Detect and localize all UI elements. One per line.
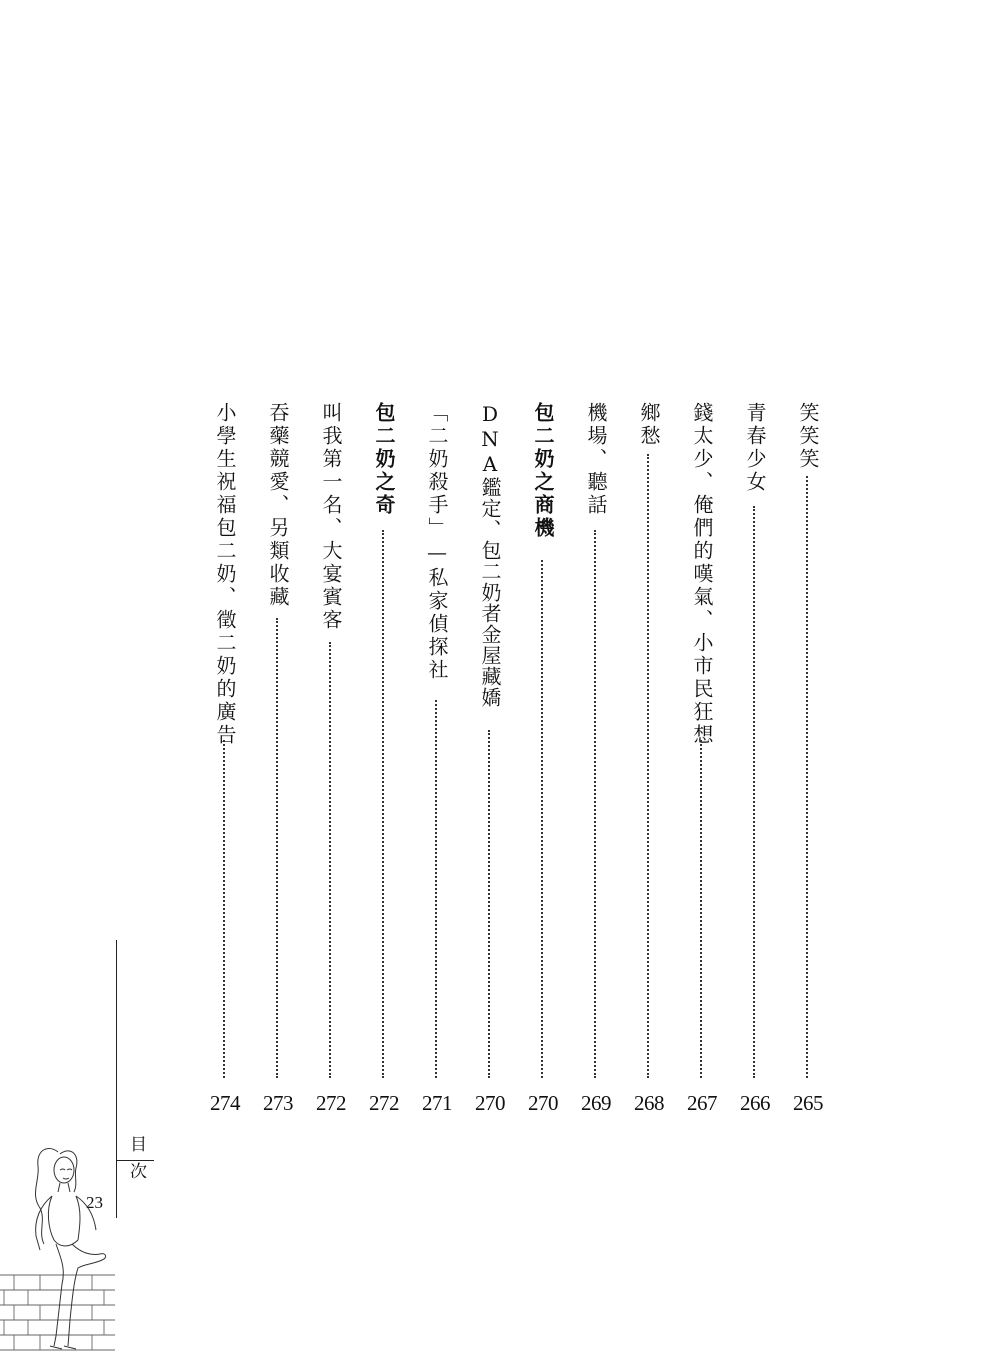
toc-leader-dots	[488, 730, 494, 1078]
toc-section-heading: 包二奶之奇	[372, 402, 396, 517]
toc-leader-dots	[276, 618, 282, 1078]
woman-sitting-on-brick-wall-illustration	[0, 1140, 130, 1353]
toc-entry-title: 笑笑笑	[796, 402, 820, 471]
toc-entry-page: 273	[263, 1091, 293, 1115]
toc-entry-page: 272	[369, 1091, 399, 1115]
toc-leader-dots	[223, 740, 229, 1078]
toc-entry-title: 鄉愁	[637, 402, 661, 448]
toc-entry-title: DNA鑑定、包二奶者金屋藏嬌	[478, 402, 502, 708]
toc-entry-page: 267	[687, 1091, 717, 1115]
toc-entry-title: 機場、聽話	[584, 402, 608, 517]
toc-entry-page: 265	[793, 1091, 823, 1115]
toc-leader-dots	[647, 454, 653, 1078]
toc-leader-dots	[382, 530, 388, 1078]
toc-entry-page: 274	[210, 1091, 240, 1115]
toc-entry-page: 270	[475, 1091, 505, 1115]
toc-entry-page: 268	[634, 1091, 664, 1115]
toc-leader-dots	[594, 530, 600, 1078]
toc-section-heading: 包二奶之商機	[531, 402, 555, 540]
running-footer-label: 目次	[126, 1135, 146, 1189]
toc-entry-title: 錢太少、俺們的嘆氣、小市民狂想	[690, 402, 714, 747]
toc-entry-page: 270	[528, 1091, 558, 1115]
toc-entry-title: 青春少女	[743, 402, 767, 494]
toc-leader-dots	[753, 506, 759, 1078]
toc-leader-dots	[806, 476, 812, 1078]
toc-entry-page: 266	[740, 1091, 770, 1115]
toc-entry-title: 吞藥競愛、另類收藏	[266, 402, 290, 609]
toc-entry-title: 叫我第一名、大宴賓客	[319, 402, 343, 632]
toc-leader-dots	[541, 560, 547, 1078]
page-number: 23	[86, 1193, 103, 1212]
toc-entry-page: 269	[581, 1091, 611, 1115]
toc-leader-dots	[700, 740, 706, 1078]
toc-leader-dots	[329, 642, 335, 1078]
toc-leader-dots	[435, 700, 441, 1078]
toc-entry-page: 272	[316, 1091, 346, 1115]
toc-entry-title: 「二奶殺手」—私家偵探社	[425, 402, 449, 682]
toc-entry-page: 271	[422, 1091, 452, 1115]
toc-entry-title: 小學生祝福包二奶、徵二奶的廣告	[213, 402, 237, 747]
